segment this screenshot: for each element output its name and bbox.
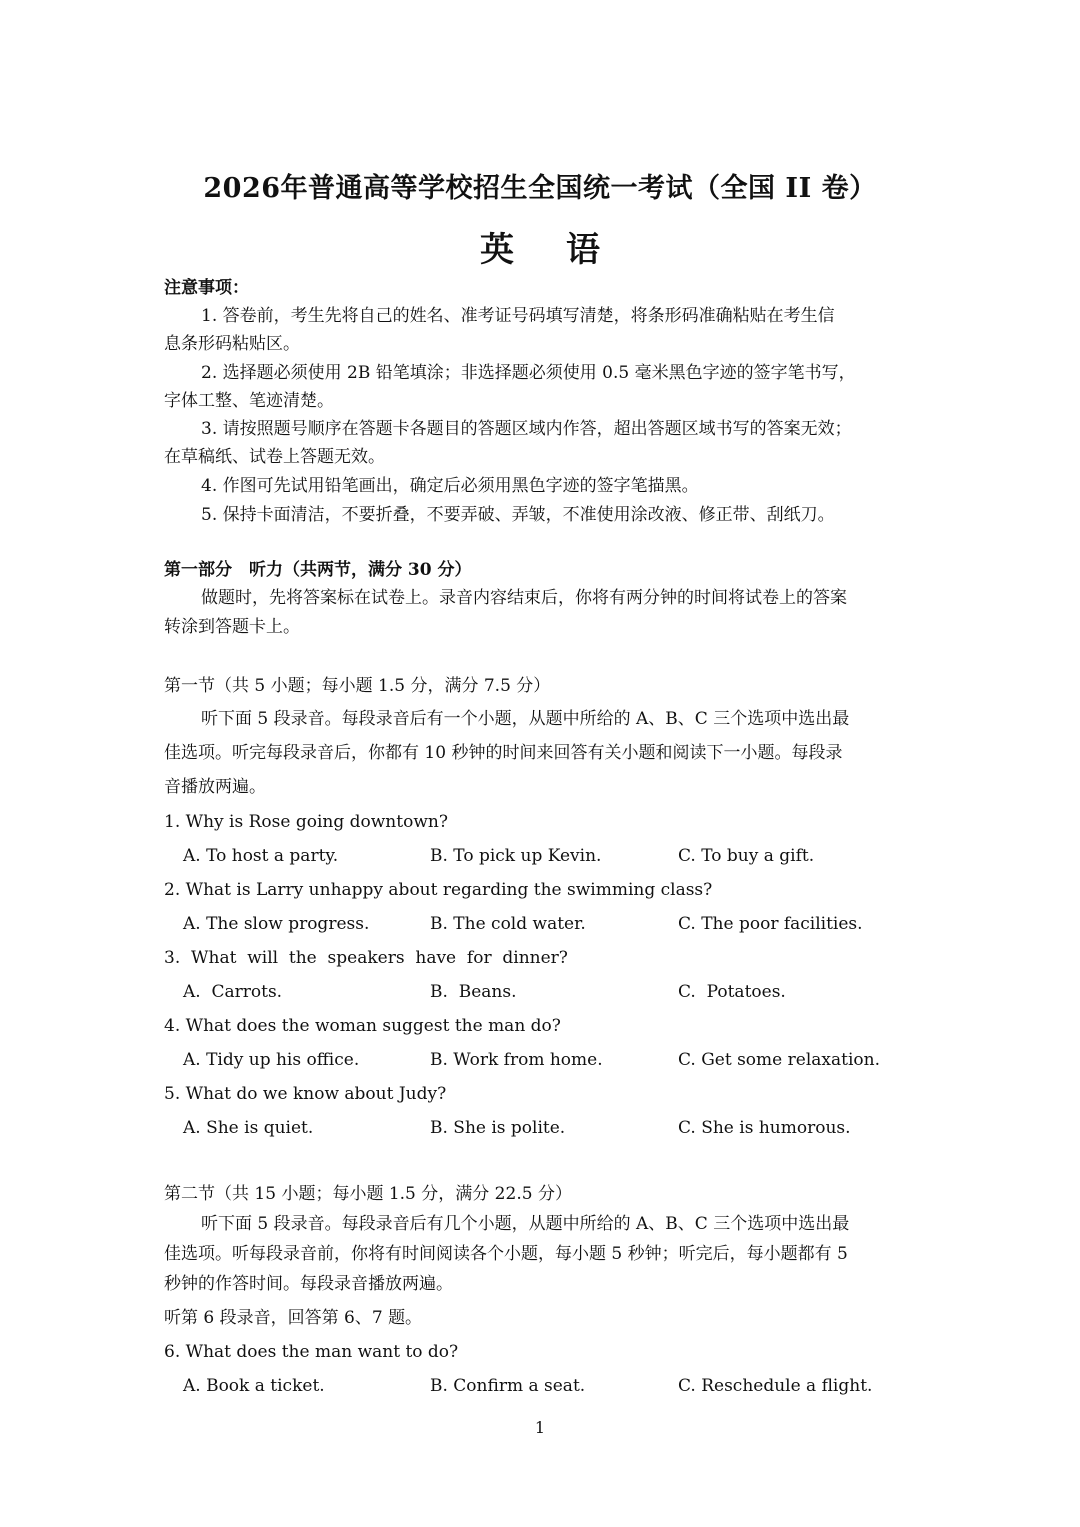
notice-line: 3. 请按照题号顺序在答题卡各题目的答题区域内作答，超出答题区域书写的答案无效；	[201, 419, 852, 439]
option-c: C. To buy a gift.	[678, 846, 815, 866]
option-b: B. The cold water.	[430, 914, 586, 934]
option-a: A. The slow progress.	[183, 914, 370, 934]
part1-intro-line: 做题时，先将答案标在试卷上。录音内容结束后，你将有两分钟的时间将试卷上的答案	[201, 588, 847, 608]
notice-line: 在草稿纸、试卷上答题无效。	[164, 447, 385, 467]
section1-heading: 第一节（共 5 小题；每小题 1.5 分，满分 7.5 分）	[164, 676, 551, 696]
section1-intro-line: 音播放两遍。	[164, 777, 266, 797]
question-2: 2. What is Larry unhappy about regarding the swimming class?	[164, 880, 713, 900]
notice-line: 字体工整、笔迹清楚。	[164, 391, 334, 411]
notice-line: 2. 选择题必须使用 2B 铅笔填涂；非选择题必须使用 0.5 毫米黑色字迹的签字笔书写，	[201, 363, 856, 383]
notice-line: 4. 作图可先试用铅笔画出，确定后必须用黑色字迹的签字笔描黑。	[201, 476, 699, 496]
option-c: C. The poor facilities.	[678, 914, 863, 934]
option-b: B. She is polite.	[430, 1118, 566, 1138]
option-c: C. She is humorous.	[678, 1118, 851, 1138]
section2-intro-line: 听下面 5 段录音。每段录音后有几个小题，从题中所给的 A、B、C 三个选项中选出最	[201, 1214, 850, 1234]
option-b: B. To pick up Kevin.	[430, 846, 602, 866]
page-number: 1	[534, 1418, 546, 1437]
option-c: C. Potatoes.	[678, 982, 786, 1002]
exam-title: 2026年普通高等学校招生全国统一考试（全国 II 卷）	[203, 173, 877, 204]
option-a: A. Carrots.	[183, 982, 283, 1002]
section2-intro-line: 佳选项。听每段录音前，你将有时间阅读各个小题，每小题 5 秒钟；听完后，每小题都有 5	[164, 1244, 848, 1264]
option-c: C. Get some relaxation.	[678, 1050, 880, 1070]
option-b: B. Beans.	[430, 982, 517, 1002]
option-b: B. Confirm a seat.	[430, 1376, 586, 1396]
section1-intro-line: 佳选项。听完每段录音后，你都有 10 秒钟的时间来回答有关小题和阅读下一小题。每段录	[164, 743, 843, 763]
notice-line: 1. 答卷前，考生先将自己的姓名、准考证号码填写清楚，将条形码准确粘贴在考生信	[201, 306, 835, 326]
question-1: 1. Why is Rose going downtown?	[164, 812, 448, 832]
section2-intro-line: 秒钟的作答时间。每段录音播放两遍。	[164, 1274, 453, 1294]
question-4: 4. What does the woman suggest the man do?	[164, 1016, 561, 1036]
notice-line: 5. 保持卡面清洁，不要折叠，不要弄破、弄皱，不准使用涂改液、修正带、刮纸刀。	[201, 505, 835, 525]
section2-heading: 第二节（共 15 小题；每小题 1.5 分，满分 22.5 分）	[164, 1184, 572, 1204]
option-b: B. Work from home.	[430, 1050, 603, 1070]
section2-instruction: 听第 6 段录音，回答第 6、7 题。	[164, 1308, 423, 1328]
part1-intro-line: 转涂到答题卡上。	[164, 617, 300, 637]
option-a: A. Book a ticket.	[183, 1376, 325, 1396]
option-a: A. To host a party.	[183, 846, 339, 866]
question-6: 6. What does the man want to do?	[164, 1342, 459, 1362]
section1-intro-line: 听下面 5 段录音。每段录音后有一个小题，从题中所给的 A、B、C 三个选项中选出最	[201, 709, 850, 729]
part1-heading: 第一部分 听力（共两节，满分 30 分）	[164, 560, 472, 580]
option-c: C. Reschedule a flight.	[678, 1376, 873, 1396]
question-3: 3. What will the speakers have for dinner?	[164, 948, 568, 968]
notice-heading: 注意事项：	[164, 278, 249, 298]
question-5: 5. What do we know about Judy?	[164, 1084, 447, 1104]
option-a: A. She is quiet.	[183, 1118, 314, 1138]
subject-title: 英语	[480, 230, 652, 270]
option-a: A. Tidy up his office.	[183, 1050, 360, 1070]
notice-line: 息条形码粘贴区。	[164, 334, 300, 354]
